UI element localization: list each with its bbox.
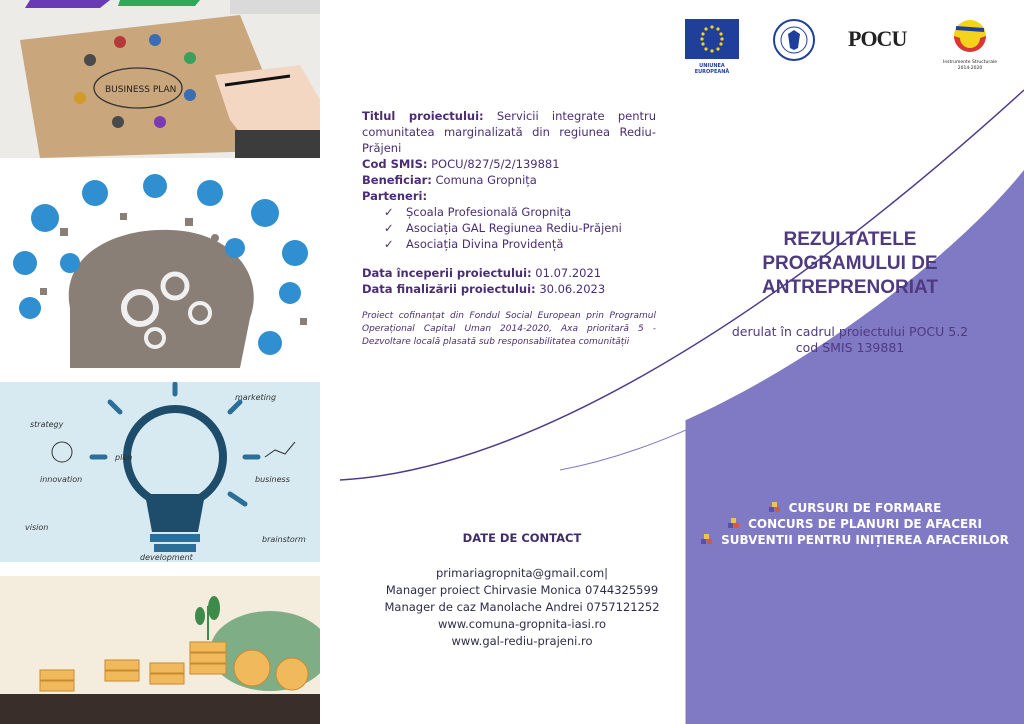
contact-title: DATE DE CONTACT xyxy=(462,531,582,545)
partner-item: ✓ Școala Profesională Gropnița xyxy=(384,205,572,219)
checkmark-icon: ✓ xyxy=(384,237,394,251)
beneficiary-label: Beneficiar: xyxy=(362,173,432,187)
innovation-lightbulb-illustration xyxy=(0,382,320,562)
contact-website-gal[interactable]: www.gal-rediu-prajeni.ro xyxy=(451,634,593,648)
subtitle xyxy=(700,324,1000,356)
beneficiary-value: Comuna Gropnița xyxy=(435,173,537,187)
partners-label: Parteneri: xyxy=(362,189,428,203)
eu-caption: UNIUNEA EUROPEANĂ xyxy=(694,63,730,75)
word-vision: vision xyxy=(25,523,49,532)
word-development: development xyxy=(140,553,193,562)
bullet-icon xyxy=(728,518,740,529)
smis-value: POCU/827/5/2/139881 xyxy=(431,157,560,171)
project-title xyxy=(362,108,656,156)
subtitle-line-2: cod SMIS 139881 xyxy=(795,340,905,355)
checkmark-icon: ✓ xyxy=(384,221,394,235)
eu-flag-logo xyxy=(685,19,739,75)
main-title xyxy=(700,228,1000,300)
start-date-value: 01.07.2021 xyxy=(535,266,602,280)
pocu-logo xyxy=(848,26,912,52)
partners-list xyxy=(362,204,656,252)
partner-item: ✓ Asociația Divina Providență xyxy=(384,237,564,251)
structural-instruments-logo xyxy=(940,16,1000,72)
highlight-item: CURSURI DE FORMARE xyxy=(686,500,1024,516)
word-plan: plan xyxy=(115,453,133,462)
project-title-value: Servicii integrate pentru comunitatea marginalizată din regiunea Rediu-Prăjeni xyxy=(362,109,657,155)
end-date-value: 30.06.2023 xyxy=(539,282,606,296)
contact-website-commune[interactable]: www.comuna-gropnita-iasi.ro xyxy=(437,617,607,631)
title-line-1: REZULTATELE xyxy=(783,229,917,250)
word-innovation: innovation xyxy=(40,475,83,484)
bullet-icon xyxy=(769,502,781,513)
government-seal-logo xyxy=(772,18,816,62)
title-line-3: ANTREPRENORIAT xyxy=(762,277,938,298)
project-dates xyxy=(362,265,656,297)
business-plan-photo xyxy=(0,0,320,158)
end-date xyxy=(362,281,656,297)
subtitle-line-1: derulat în cadrul proiectului POCU 5.2 xyxy=(731,324,969,339)
end-date-label: Data finalizării proiectului: xyxy=(362,282,536,296)
highlight-item: CONCURS DE PLANURI DE AFACERI xyxy=(686,516,1024,532)
smis-label: Cod SMIS: xyxy=(362,157,428,171)
program-highlights xyxy=(686,500,1024,548)
bullet-icon xyxy=(701,534,713,545)
beneficiary xyxy=(362,172,656,188)
word-marketing: marketing xyxy=(235,393,277,402)
cofinance-note: Proiect cofinanțat din Fondul Social European prin Programul Operațional Capital Uman 2014-2020, Axa prioritară 5 - Dezvoltare locală plasată sub responsabilitatea comunității xyxy=(362,311,656,347)
program-heading xyxy=(700,228,1000,356)
sponsor-logos xyxy=(682,16,1012,76)
title-line-2: PROGRAMULUI DE xyxy=(762,253,938,274)
contact-manager: Manager proiect Chirvasie Monica 0744325599 xyxy=(385,583,659,597)
start-date xyxy=(362,265,656,281)
contact-section xyxy=(362,530,682,650)
money-growth-illustration xyxy=(0,576,320,724)
contact-email[interactable]: primariagropnita@gmail.com| xyxy=(435,566,609,580)
highlight-item: SUBVENTII PENTRU INIȚIEREA AFACERILOR xyxy=(686,532,1024,548)
word-strategy: strategy xyxy=(30,420,64,429)
word-business: business xyxy=(255,475,290,484)
smis-code xyxy=(362,156,656,172)
instruments-caption: Instrumente Structurale 2014-2020 xyxy=(943,60,997,71)
project-title-label: Titlul proiectului: xyxy=(362,109,484,123)
partner-item: ✓ Asociația GAL Regiunea Rediu-Prăjeni xyxy=(384,221,622,235)
contact-case-manager: Manager de caz Manolache Andrei 0757121252 xyxy=(384,600,660,614)
brain-gears-illustration xyxy=(0,168,320,368)
project-info xyxy=(362,108,656,252)
word-brainstorm: brainstorm xyxy=(262,535,306,544)
checkmark-icon: ✓ xyxy=(384,205,394,219)
pocu-text: POCU xyxy=(848,26,907,51)
start-date-label: Data începerii proiectului: xyxy=(362,266,532,280)
business-plan-text: BUSINESS PLAN xyxy=(105,85,177,95)
